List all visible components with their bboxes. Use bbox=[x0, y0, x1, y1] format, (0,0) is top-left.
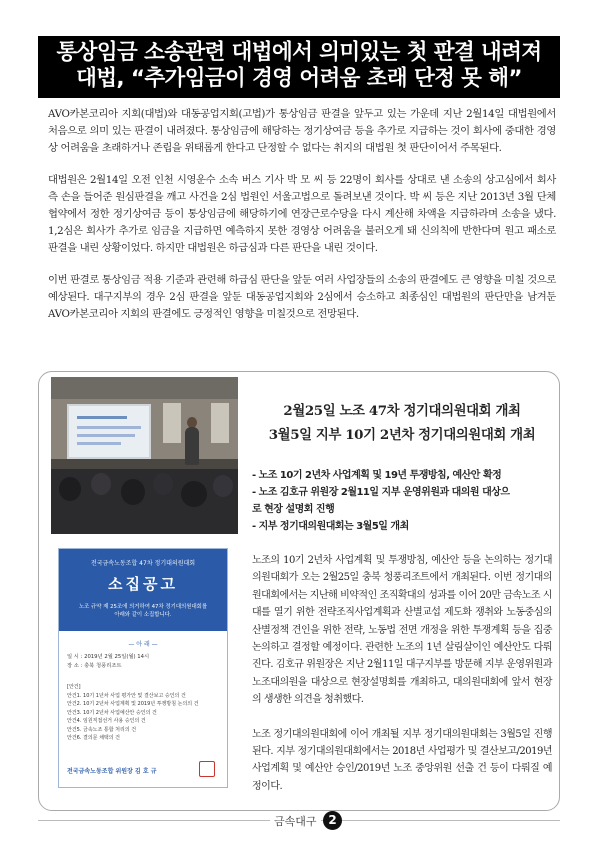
poster-section: — 아 래 — bbox=[128, 641, 158, 648]
article-paragraph: 대법원은 2월14일 오전 인천 시영운수 소속 버스 기사 박 모 씨 등 22명이 회사를 상대로 낸 소송의 상고심에서 회사 측 손을 들어준 원심판결을 깨고 사건을 2심 법원인 서울고법으로 돌려보낸 것이다. 박 씨 등은 지난 2013년 3월 단체협약에서 정한 정기상여금 등이 통상임금에 해당하기에 연장근로수당을 다시 계산해 차액을 지급하라며 소송을 냈다. 1,2심은 회사가 추가로 임금을 지급하면 예측하지 못한 경영상 어려움을 불러오게 돼 신의칙에 반한다며 원고 패소로 판결을 내린 상황이었다. 하지만 대법원은 하급심과 다른 판단을 내린 것이다. bbox=[48, 174, 556, 254]
body-paragraph: 노조 정기대의원대회에 이어 개최될 지부 정기대의원대회는 3월5일 진행된다. 지부 정기대의원대회에서는 2018년 사업평가 및 결산보고/2019년 사업계획 및 예산안 승인/2019년 노조 중앙위원 선출 건 등이 다뤄질 예정이다. bbox=[252, 728, 552, 792]
headline-line-1: 통상임금 소송관련 대법에서 의미있는 첫 판결 내려져 bbox=[56, 40, 542, 65]
poster-title: 소집공고 bbox=[108, 575, 178, 593]
convocation-notice-poster bbox=[58, 548, 228, 788]
bullet-item: - 노조 10기 2년차 사업계획 및 19년 투쟁방침, 예산안 확정 bbox=[252, 470, 502, 481]
section-title: 3월5일 지부 10기 2년차 정기대의원대회 개최 bbox=[268, 427, 536, 443]
article-paragraph: 이번 판결로 통상임금 적용 기준과 관련해 하급심 판단을 앞둔 여러 사업장들의 소송의 판결에도 큰 영향을 미칠 것으로 예상된다. 대구지부의 경우 2심 판결을 앞둔 대동공업지회와 2심에서 승소하고 최종심인 대법원의 판단만을 남겨둔 AVO카본코리아 지회의 판결에도 긍정적인 영향을 미칠것으로 전망된다. bbox=[48, 274, 556, 320]
audience bbox=[51, 469, 238, 534]
bullet-item: 로 현장 설명회 진행 bbox=[252, 504, 335, 515]
poster-agenda-item: 안건6. 결의문 채택의 건 bbox=[67, 735, 121, 741]
headline-line-2: 대법, “추가임금이 경영 어려움 초래 단정 못 해” bbox=[76, 66, 522, 91]
bullet-item: - 노조 김호규 위원장 2월11일 지부 운영위원과 대의원 대상으 bbox=[252, 487, 510, 498]
projector-screen bbox=[67, 404, 151, 459]
intro-article bbox=[48, 106, 556, 339]
poster-agenda-head: [안건] bbox=[67, 684, 81, 690]
publication-name: 금속대구 bbox=[270, 813, 321, 829]
poster-agenda-item: 안건2. 10기 2년차 사업계획 및 2019년 투쟁방침 논의의 건 bbox=[67, 701, 199, 707]
page-number: 2 bbox=[323, 811, 342, 830]
poster-intro-1: 노조 규약 제 25조에 의거하여 47차 정기대의원대회를 bbox=[78, 604, 208, 610]
poster-intro-2: 아래와 같이 소집합니다. bbox=[114, 612, 172, 618]
poster-agenda-item: 안건1. 10기 1년차 사업 평가안 및 결산보고 승인의 건 bbox=[67, 692, 186, 699]
convention-article bbox=[252, 377, 552, 795]
summary-bullets bbox=[252, 467, 552, 535]
poster-org: 전국금속노동조합 47차 정기대의원대회 bbox=[90, 560, 196, 567]
poster-date: 일 시 : 2019년 2월 25일(월) 14시 bbox=[67, 654, 150, 660]
poster-signer: 전국금속노동조합 위원장 김 호 규 bbox=[67, 768, 157, 775]
seal-stamp bbox=[199, 761, 215, 777]
article-paragraph: AVO카본코리아 지회(대법)와 대동공업지회(고법)가 통상임금 판결을 앞두고 있는 가운데 지난 2월14일 대법원에서 처음으로 의미 있는 판결이 내려졌다. 통상임금에 해당하는 정기상여금 등을 추가로 지급하는 것이 회사에 중대한 경영상 어려움을 초래하거나 존립을 위태롭게 한다고 단정할 수 없다는 취지의 대법원 첫 판단이어서 주목된다. bbox=[48, 108, 556, 154]
bullet-item: - 지부 정기대의원대회는 3월5일 개최 bbox=[252, 521, 409, 532]
poster-agenda-item: 안건3. 10기 2년차 사업예산안 승인의 건 bbox=[67, 709, 157, 716]
poster-agenda-item: 안건5. 금속노조 통합 처리의 건 bbox=[67, 726, 137, 733]
section-title: 2월25일 노조 47차 정기대의원대회 개최 bbox=[283, 403, 521, 419]
speaker-figure bbox=[185, 427, 199, 465]
meeting-photo bbox=[51, 377, 238, 534]
body-paragraph: 노조의 10기 2년차 사업계획 및 투쟁방침, 예산안 등을 논의하는 정기대의원대회가 오는 2월25일 충북 청풍리조트에서 개최된다. 이번 정기대의원대회에서는 지난해 비약적인 조직확대의 성과를 이어 20만 금속노조 시대를 열기 위한 전략조직사업계획과 산별교섭 제도화 쟁취와 노동중심의 산별정책 견인을 위한 전략, 노동법 전면 개정을 위한 투쟁계획 등을 집중 논의하고 결정할 예정이다. 관련한 노조의 1년 살림살이인 예산안도 다뤄진다. 김호규 위원장은 지난 2월11일 대구지부를 방문해 지부 운영위원과 노조대의원을 대상으로 현장설명회를 개최하고, 대의원대회에 앞서 현장의 생생한 의견을 청취했다. bbox=[252, 555, 552, 706]
poster-agenda-item: 안건4. 임원직접선거 사용 승인의 건 bbox=[67, 718, 146, 724]
headline-banner bbox=[38, 36, 560, 98]
poster-place: 장 소 : 충북 청풍리조트 bbox=[67, 663, 122, 669]
page-footer bbox=[0, 807, 600, 835]
